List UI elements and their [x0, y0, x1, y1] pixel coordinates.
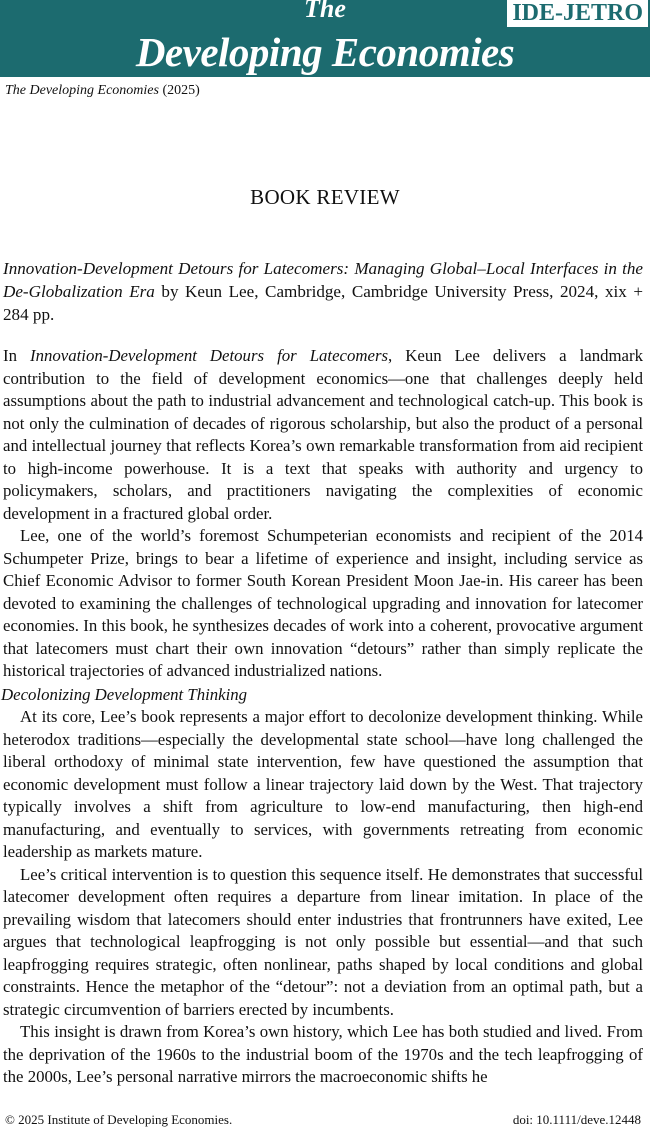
p1-post: , Keun Lee delivers a landmark contribution to the field of development economics—one that challenges deeply held assumptions about the path to industrial advancement and technological catch-up. This book is not only the culmination of decades of rigorous scholarship, but also the product of a personal and intellectual journey that reflects Korea’s own remarkable transformation from aid recipient to high-income powerhouse. It is a text that speaks with authority and urgency to policymakers, scholars, and practitioners navigating the complexities of economic development in a fractured global order.	[3, 346, 643, 523]
journal-citation	[5, 82, 200, 100]
paragraph-5: This insight is drawn from Korea’s own history, which Lee has both studied and lived. From the deprivation of the 1960s to the industrial boom of the 1970s and the tech leapfrogging of the 2000s, Lee’s personal narrative mirrors the macroeconomic shifts he	[3, 1022, 643, 1086]
review-body	[3, 345, 643, 1089]
paragraph-4: Lee’s critical intervention is to question this sequence itself. He demonstrates that successful latecomer development often requires a departure from linear imitation. In place of the prevailing wisdom that latecomers should enter industries that frontrunners have exited, Lee argues that technological leapfrogging is not only possible but essential—and that such leapfrogging requires strategic, often nonlinear, paths shaped by local conditions and global constraints. Hence the metaphor of the “detour”: not a deviation from an optimal path, but a strategic circumvention of barriers erected by incumbents.	[3, 864, 643, 1019]
book-title: Innovation-Development Detours for Latecomers: Managing Global–Local Interfaces in the De-Globalization Era	[3, 259, 643, 301]
doi-link[interactable]: doi: 10.1111/deve.12448	[512, 1112, 641, 1127]
journal-title: Developing Economies	[135, 29, 515, 75]
book-details: by Keun Lee, Cambridge, Cambridge University Press, 2024, xix + 284 pp.	[3, 282, 643, 324]
publisher-logo: IDE-JETRO	[507, 0, 648, 27]
banner-the: The	[304, 0, 346, 23]
citation-year: (2025)	[162, 83, 200, 98]
journal-banner	[0, 0, 650, 77]
copyright: © 2025 Institute of Developing Economies.	[5, 1112, 233, 1127]
section-heading: BOOK REVIEW	[250, 185, 400, 209]
paragraph-3: At its core, Lee’s book represents a major effort to decolonize development thinking. While heterodox traditions—especially the developmental state school—have long challenged the liberal orthodoxy of minimal state intervention, few have questioned the assumption that economic development must follow a linear trajectory laid down by the West. That trajectory typically involves a shift from agriculture to low-end manufacturing, then high-end manufacturing, and eventually to services, with governments retreating from economic leadership as markets mature.	[3, 707, 643, 861]
subheading: Decolonizing Development Thinking	[1, 684, 248, 704]
paragraph-2: Lee, one of the world’s foremost Schumpeterian economists and recipient of the 2014 Schumpeter Prize, brings to bear a lifetime of experience and insight, including service as Chief Economic Advisor to former South Korean President Moon Jae-in. His career has been devoted to examining the challenges of technological upgrading and innovation for latecomer economies. In this book, he synthesizes decades of work into a coherent, provocative argument that latecomers must chart their own innovation “detours” rather than simply replicate the historical trajectories of advanced industrialized nations.	[3, 526, 643, 680]
citation-journal: The Developing Economies	[5, 83, 159, 98]
paragraph-1	[3, 345, 643, 525]
p1-pre: In	[3, 346, 31, 365]
book-reference	[3, 257, 643, 326]
p1-book-title: Innovation-Development Detours for Latecomers	[30, 346, 389, 365]
